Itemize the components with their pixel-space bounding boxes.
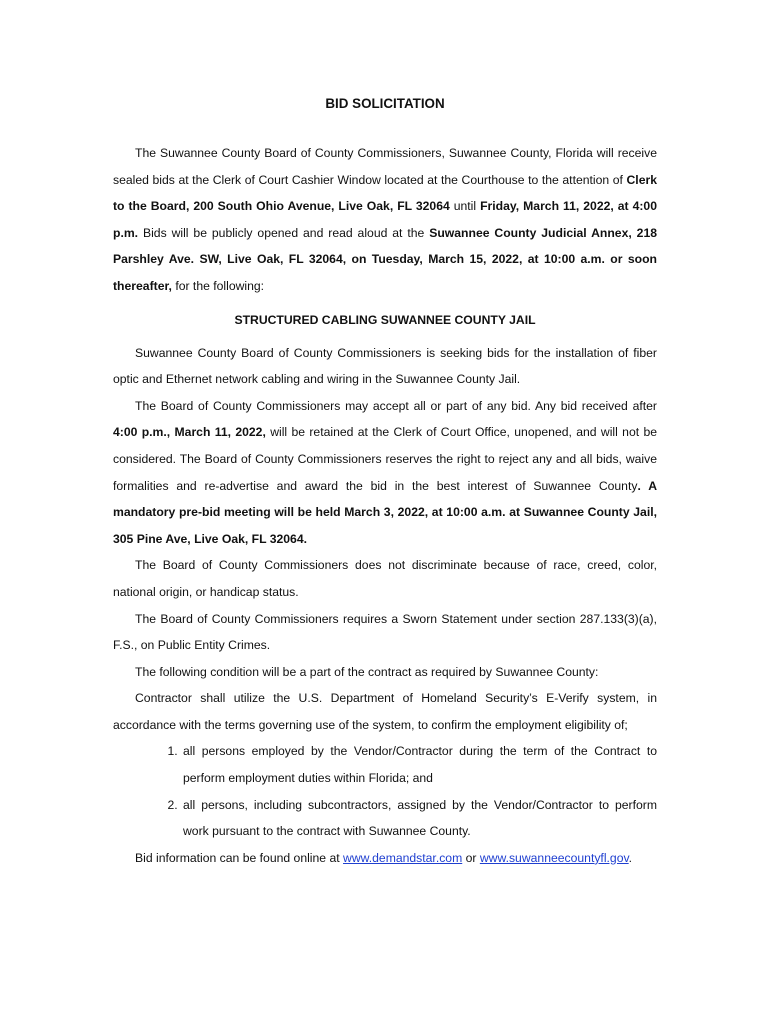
page-title: BID SOLICITATION [325, 96, 445, 111]
everify-paragraph: Contractor shall utilize the U.S. Department of Homeland Security’s E-Verify system, in accordance with the terms governing use of the system, to confirm the employment eligibility of; [113, 691, 657, 732]
accept-text-1: The Board of County Commissioners may accept all or part of any bid. Any bid received after [135, 398, 657, 413]
sworn-statement-paragraph: The Board of County Commissioners requires a Sworn Statement under section 287.133(3)(a), F.S., on Public Entity Crimes. [113, 611, 657, 653]
intro-text-1: The Suwannee County Board of County Commissioners, Suwannee County, Florida will receive sealed bids at the Clerk of Court Cashier Window located at the Courthouse to the attention of [113, 146, 657, 187]
bid-info-prefix: Bid information can be found online at [135, 850, 344, 865]
intro-text-4: for the following: [171, 278, 265, 293]
intro-bold-clerk-address: Clerk to the Board, 200 South Ohio Avenue, Live Oak, FL 32064 [113, 172, 657, 214]
intro-text-3: Bids will be publicly opened and read aloud at the [138, 225, 430, 240]
discrimination-paragraph: The Board of County Commissioners does not discriminate because of race, creed, color, national origin, or handicap status. [113, 558, 657, 599]
accept-bold-deadline: 4:00 p.m., March 11, 2022, [113, 425, 266, 440]
list-item: 2. all persons, including subcontractors, assigned by the Vendor/Contractor to perform work pursuant to the contract with Suwannee County. [181, 792, 657, 845]
intro-text-2: until [449, 199, 481, 214]
accept-bold-prebid-meeting: . A mandatory pre-bid meeting will be held March 3, 2022, at 10:00 a.m. at Suwannee County Jail, 305 Pine Ave, Live Oak, FL 32064. [113, 478, 657, 546]
suwannee-county-link[interactable]: www.suwanneecountyfl.gov [479, 850, 629, 865]
bid-info-suffix: . [628, 850, 633, 865]
list-item: 1. all persons employed by the Vendor/Contractor during the term of the Contract to perform employment duties within Florida; and [181, 738, 657, 791]
eligibility-list [113, 738, 657, 844]
section-heading: STRUCTURED CABLING SUWANNEE COUNTY JAIL [234, 312, 536, 327]
demandstar-link[interactable]: www.demandstar.com [343, 850, 463, 865]
seeking-paragraph: Suwannee County Board of County Commissioners is seeking bids for the installation of fiber optic and Ethernet network cabling and wiring in the Suwannee County Jail. [113, 345, 657, 387]
bid-info-middle: or [462, 850, 480, 865]
intro-bold-deadline: Friday, March 11, 2022, at 4:00 p.m. [113, 199, 657, 240]
intro-bold-opening-location: Suwannee County Judicial Annex, 218 Parshley Ave. SW, Live Oak, FL 32064, on Tuesday, March 15, 2022, at 10:00 a.m. or soon thereafter, [113, 225, 657, 293]
document-page [113, 94, 657, 871]
intro-paragraph [113, 140, 657, 300]
accept-paragraph [113, 393, 657, 553]
accept-text-2: will be retained at the Clerk of Court Office, unopened, and will not be considered. The Board of County Commissioners reserves the right to reject any and all bids, waive formalities and re-advertise and award the bid in the best interest of Suwannee County [113, 425, 657, 493]
bid-info-paragraph [113, 845, 657, 872]
condition-paragraph: The following condition will be a part of the contract as required by Suwannee County: [135, 664, 599, 679]
